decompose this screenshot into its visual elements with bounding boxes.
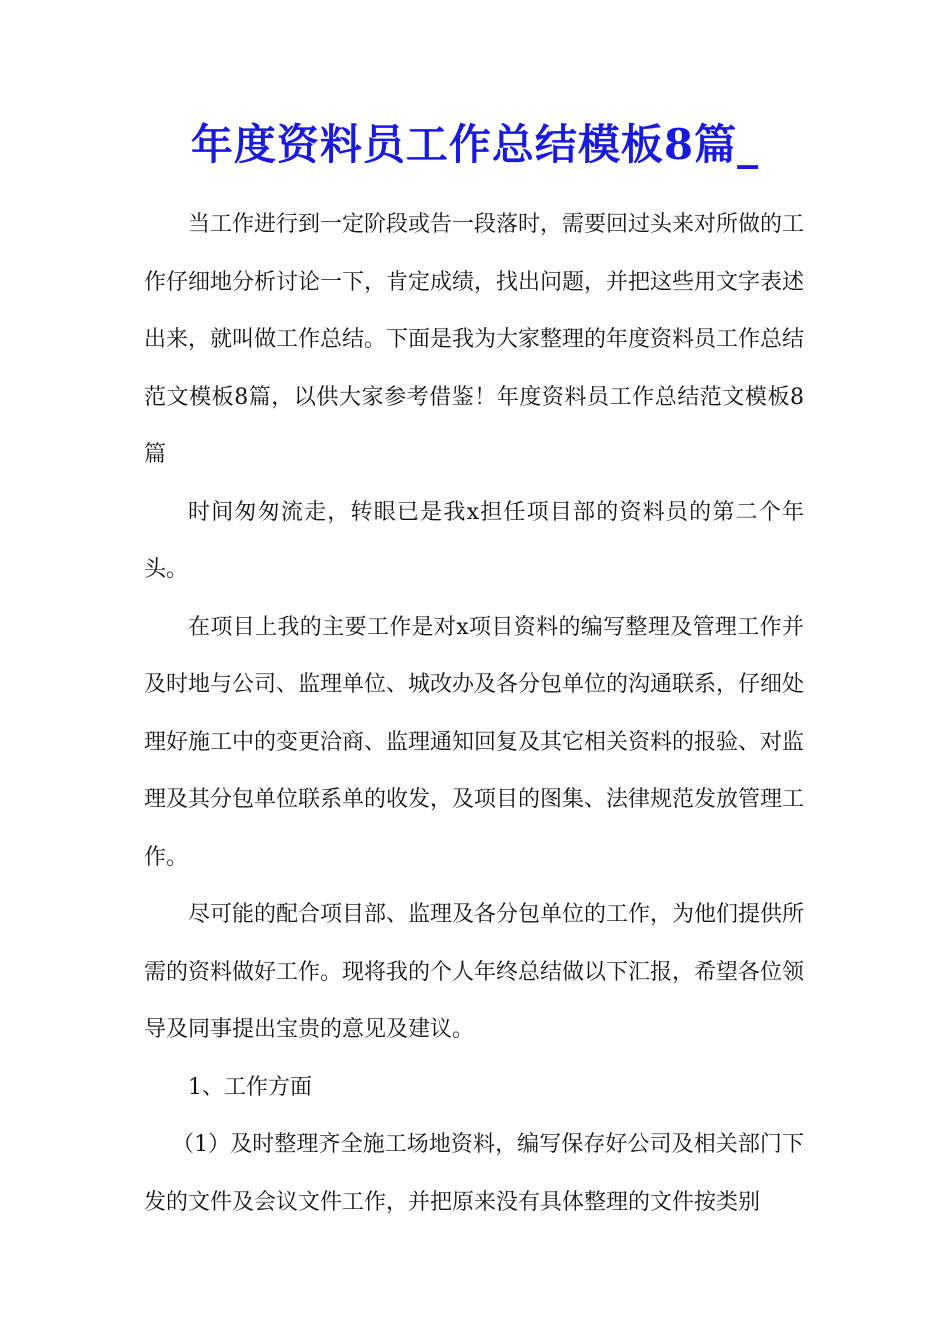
paragraph-cooperation: 尽可能的配合项目部、监理及各分包单位的工作，为他们提供所需的资料做好工作。现将我的个人年终总结做以下汇报，希望各位领导及同事提出宝贵的意见及建议。 — [144, 902, 805, 1042]
section-heading-work: 1、工作方面 — [188, 1074, 312, 1100]
document-title: 年度资料员工作总结模板8篇_ — [190, 120, 760, 169]
document-body — [144, 196, 804, 1231]
paragraph-time: 时间匆匆流走，转眼已是我x担任项目部的资料员的第二个年头。 — [144, 499, 804, 582]
paragraph-item-1: （1）及时整理齐全施工场地资料，编写保存好公司及相关部门下发的文件及会议文件工作，并把原来没有具体整理的文件按类别 — [144, 1132, 804, 1215]
paragraph-main-work: 在项目上我的主要工作是对x项目资料的编写整理及管理工作并及时地与公司、监理单位、城改办及各分包单位的沟通联系，仔细处理好施工中的变更洽商、监理通知回复及其它相关资料的报验、对监理及其分包单位联系单的收发，及项目的图集、法律规范发放管理工作。 — [144, 614, 805, 870]
paragraph-intro: 当工作进行到一定阶段或告一段落时，需要回过头来对所做的工作仔细地分析讨论一下，肯定成绩，找出问题，并把这些用文字表述出来，就叫做工作总结。下面是我为大家整理的年度资料员工作总结范文模板8篇，以供大家参考借鉴！年度资料员工作总结范文模板8篇 — [144, 212, 805, 467]
